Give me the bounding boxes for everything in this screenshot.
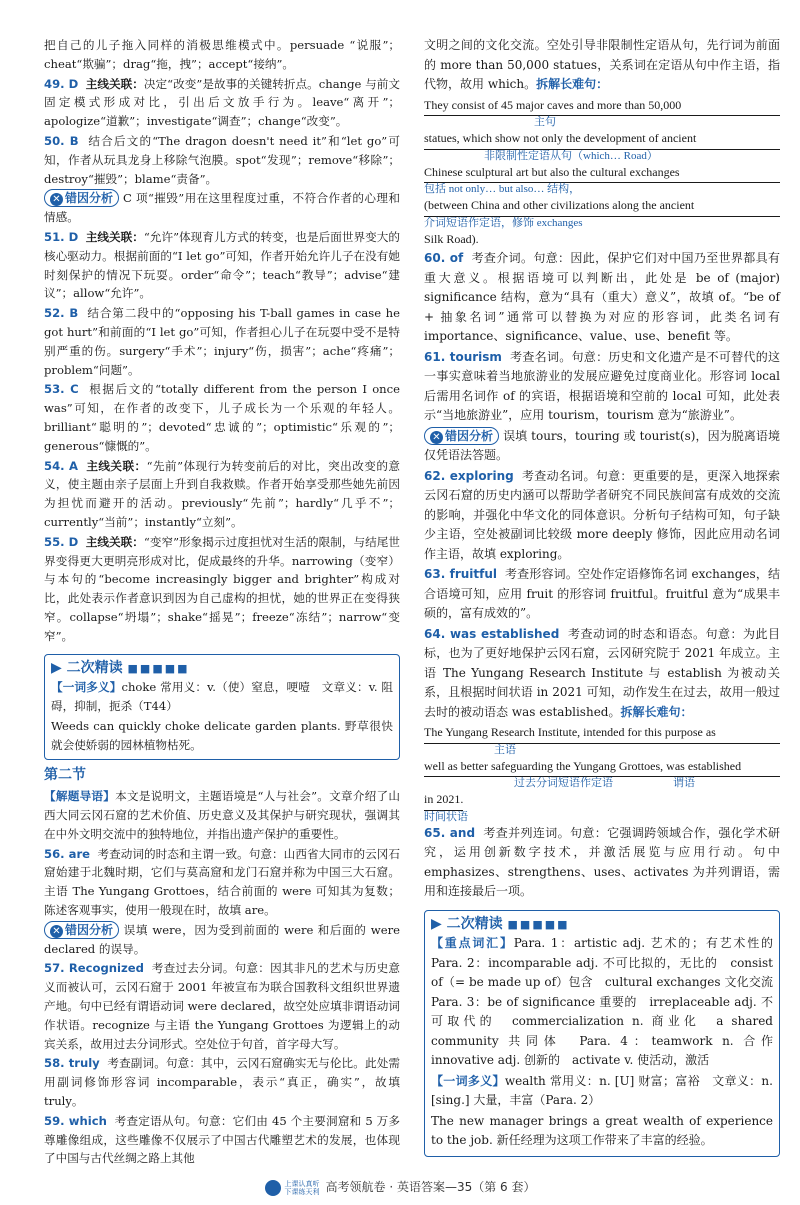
answer-explanation: 考查并列连词。句意：它强调跨领域合作，强化学术研究，运用创新数字技术，并激活展览与应用行动。句中 emphasizes、strengthens、uses、activates 为并列谓语，需用和连接最后一项。 <box>424 825 780 898</box>
polysemy-tag: 【一词多义】 <box>51 680 122 695</box>
error-analysis <box>424 427 780 466</box>
answer-number: 62. exploring <box>424 468 514 483</box>
dots-decoration: ■■■■■ <box>127 661 190 675</box>
answer-explanation: “先前”体现行为转变前后的对比，突出改变的意义，使主题由亲子层面上升到自我救赎。作者开始享受那些她先前因为担忧而避开的活动。previously“先前”；hardly“几乎不”；currently“当前”；instantly“立刻”。 <box>44 458 400 529</box>
answer-number: 64. was established <box>424 626 560 641</box>
answer-50 <box>44 132 400 188</box>
book-icon: ▶ <box>51 659 62 676</box>
answer-64 <box>424 625 780 723</box>
section-guide <box>44 787 400 843</box>
intro-paragraph: 把自己的儿子拖入同样的消极思维模式中。persuade “说服”；cheat“欺骗”；drag“拖，拽”；accept“接纳”。 <box>44 38 400 71</box>
sentence-annotation: 介词短语作定语，修饰 exchanges <box>424 216 583 229</box>
answer-58 <box>44 1054 400 1110</box>
answer-49 <box>44 75 400 131</box>
answer-explanation: 决定“改变”是故事的关键转折点。change 与前文固定模式形成对比，引出后文放手行为。leave“离开”；apologize“道歉”；investigate“调查”；change“改变”。 <box>44 76 400 129</box>
answer-explanation: 考查介词。句意：因此，保护它们对中国乃至世界都具有重大意义。根据语境可以判断出，此处是 be of (major) significance 结构，意为“具有（重大）意义”，故填 of。“be of + 抽象名词”通常可以替换为对应的形容词，此类名词有 importance、significance、value、use、benefit 等。 <box>424 251 780 343</box>
split-sentence-tag: 拆解长难句： <box>620 704 693 719</box>
answer-number: 57. Recognized <box>44 961 144 976</box>
answer-explanation: 考查动名词。句意：更重要的是，更深入地探索云冈石窟的历史内涵可以帮助学者研究不同民族间富有成效的交流的影响，并强化中华文化的同体意识。分析句子结构可知，句子缺少主语，空处被副词比较级 more deeply 修饰，因此应用动名词作主语，故填 exploring。 <box>424 468 780 561</box>
answer-number: 63. fruitful <box>424 567 498 581</box>
sentence-line: They consist of 45 major caves and more than 50,000 <box>424 96 780 117</box>
answer-56 <box>44 845 400 920</box>
answer-number: 60. of <box>424 251 464 265</box>
error-analysis-text: 误填 tours，touring 或 tourist(s)，因为脱离语境仅凭语法答题。 <box>424 428 780 462</box>
vocab-text: Para. 1：artistic adj. 艺术的；有艺术性的 Para. 2：incomparable adj. 不可比拟的，无比的 consist of（= be made up of）包含 cultural exchanges 文化交流 Para. 3：be of significance 重要的 irreplaceable adj. 不可取代的 commercialization n. 商业化 a shared community 共同体 Para. 4：teamwork n. 合作 innovative adj. 创新的 activate v. 使活动，激活 <box>431 936 786 1067</box>
book-icon: ▶ <box>431 915 442 932</box>
sentence-annotation: 非限制性定语从句（which… Road） <box>484 149 658 162</box>
main-line-tag: 主线关联： <box>85 76 144 91</box>
left-column <box>44 36 400 1169</box>
error-analysis-badge: ✕ 错因分析 <box>44 189 119 207</box>
sentence-annotation: 过去分词短语作定语 <box>514 777 613 789</box>
error-analysis-badge: ✕ 错因分析 <box>44 921 119 939</box>
answer-51 <box>44 228 400 303</box>
answer-number: 50. B <box>44 133 79 148</box>
footer-text: 高考领航卷 · 英语答案—35（第 6 套） <box>325 1180 536 1194</box>
answer-explanation: 考查副词。句意：其中，云冈石窟确实无与伦比。此处需用副词修饰形容词 incomparable，表示“真正，确实”，故填 truly。 <box>44 1056 400 1109</box>
guide-tag: 【解题导语】 <box>44 789 116 804</box>
split-sentence-tag: 拆解长难句： <box>536 77 609 91</box>
main-line-tag: 主线关联： <box>85 534 144 549</box>
vocab-tag: 【重点词汇】 <box>431 936 514 950</box>
answer-53 <box>44 380 400 455</box>
answer-number: 52. B <box>44 306 79 321</box>
polysemy-tag: 【一词多义】 <box>431 1073 505 1088</box>
error-analysis <box>44 921 400 959</box>
page-footer <box>0 1178 800 1196</box>
error-analysis-text: C 项“摧毁”用在这里程度过重，不符合作者的心理和情感。 <box>44 191 400 225</box>
answer-60 <box>424 249 780 347</box>
main-line-tag: 主线关联： <box>85 229 144 244</box>
answer-55 <box>44 533 400 646</box>
vocab-entry <box>431 934 786 1071</box>
error-analysis-badge: ✕ 错因分析 <box>424 427 499 445</box>
answer-number: 61. tourism <box>424 349 502 364</box>
polysemy-entry <box>431 1072 773 1111</box>
answer-explanation: 考查形容词。空处作定语修饰名词 exchanges，结合语境可知，应用 fruit 的形容词 fruitful。fruitful 意为“成果丰硕的，富有成效的”。 <box>424 567 780 620</box>
answer-explanation: 考查过去分词。句意：因其非凡的艺术与历史意义而被认可，云冈石窟于 2001 年被宣布为联合国教科文组织世界遗产地。句中已经有谓语动词 were declared，故空处应填非谓语动词作状语。recognize 与主语 the Yungang Grottoes 为逻辑上的动宾关系，故用过去分词形式。空处位于句首，首字母大写。 <box>44 961 401 1051</box>
sentence-annotation: 主语 <box>494 743 516 756</box>
answer-number: 55. D <box>44 534 79 549</box>
second-reading-box <box>424 910 786 1157</box>
answer-52 <box>44 304 400 379</box>
answer-explanation: 结合后文的“The dragon doesn't need it”和“let go”可知，作者从玩具龙身上移除气泡膜。spot“发现”；remove“移除”；destroy“摧毁”；blame“责备”。 <box>44 133 401 186</box>
answer-59-continued: 文明之间的文化交流。空处引导非限制性定语从句，先行词为前面的 more than 50,000 statues，关系词在定语从句中作主语，指代物，故用 which。拆解长难句： <box>424 38 780 91</box>
answer-explanation: 根据后文的“totally different from the person I once was”可知，在作者的改变下，儿子成长为一个乐观的年轻人。brilliant“聪明的”；devoted“忠诚的”；optimistic“乐观的”；generous“慷慨的”。 <box>44 382 400 453</box>
sentence-annotation: 时间状语 <box>424 810 468 823</box>
polysemy-text: wealth 常用义：n. [U] 财富；富裕 文章义：n. [sing.] 大量，丰富（Para. 2） <box>431 1073 773 1107</box>
sentence-line: in 2021. <box>424 790 463 811</box>
sentence-breakdown-64 <box>424 723 780 824</box>
sentence-line: Chinese sculptural art but also the cultural exchanges <box>424 163 780 184</box>
sentence-annotation: 谓语 <box>673 777 695 789</box>
guide-text: 本文是说明文，主题语境是“人与社会”。文章介绍了山西大同云冈石窟的艺术价值、历史意义及其保护与研究现状，强调其在中外文明交流中的独特地位，并指出遗产保护的重要性。 <box>44 789 400 841</box>
answer-explanation: 考查动词的时态和主谓一致。句意：山西省大同市的云冈石窟始建于北魏时期，它们与莫高窟和龙门石窟并称为中国三大石窟。主语 The Yungang Grottoes，结合前面的 were 可知其为复数；陈述客观事实，使用一般现在时，故填 are。 <box>44 846 400 918</box>
sentence-annotation: 主句 <box>534 116 556 128</box>
x-icon: ✕ <box>50 193 63 206</box>
box-title: ▶ 二次精读 ■■■■■ <box>51 659 190 676</box>
sentence-breakdown-59 <box>424 96 780 250</box>
answer-number: 58. truly <box>44 1056 100 1071</box>
answer-explanation: “允许”体现育儿方式的转变，也是后面世界变大的核心驱动力。根据前面的“I let go”可知，作者开始允许儿子在没有她时刻保护的情况下玩耍。order“命令”；teach“教导”；advise“建议”；allow“允许”。 <box>44 229 400 301</box>
sentence-line: (between China and other civilizations along the ancient <box>424 196 780 217</box>
x-icon: ✕ <box>430 431 443 444</box>
x-icon: ✕ <box>50 925 63 938</box>
brand-slogan: 上课认真听 下课练天利 <box>284 1179 320 1196</box>
polysemy-example: Weeds can quickly choke delicate garden plants. 野草很快就会使娇弱的园林植物枯死。 <box>51 718 393 752</box>
answer-57 <box>44 959 400 1053</box>
polysemy-text: choke 常用义：v.（使）窒息，哽噎 文章义：v. 阻碍，抑制，扼杀（T44） <box>51 680 393 714</box>
right-column <box>424 36 786 1163</box>
sentence-line: Silk Road). <box>424 231 479 246</box>
error-analysis <box>44 189 400 227</box>
answer-54 <box>44 457 400 532</box>
answer-number: 51. D <box>44 229 79 244</box>
answer-number: 54. A <box>44 458 79 473</box>
answer-explanation: 考查定语从句。句意：它们由 45 个主要洞窟和 5 万多尊雕像组成，这些雕像不仅展示了中国古代雕塑艺术的发展，也体现了中国与古代丝绸之路上其他 <box>44 1113 401 1166</box>
brand-logo-icon <box>265 1180 281 1196</box>
answer-number: 56. are <box>44 846 91 861</box>
answer-number: 59. which <box>44 1113 107 1128</box>
answer-59 <box>44 1112 400 1168</box>
main-line-tag: 主线关联： <box>86 458 147 473</box>
sentence-line: well as better safeguarding the Yungang Grottoes, was established <box>424 757 780 778</box>
sentence-annotation: 包括 not only… but also… 结构， <box>424 183 581 195</box>
answer-63 <box>424 565 780 624</box>
second-reading-box <box>44 654 400 761</box>
answer-explanation: 结合第二段中的“opposing his T-ball games in case he got hurt”和前面的“I let go”可知，作者担心儿子在玩耍中受不是特别严重的伤。surgery“手术”；injury“伤，损害”；ache“疼痛”；problem“问题”。 <box>44 306 400 377</box>
answer-number: 65. and <box>424 825 476 840</box>
error-analysis-text: 误填 were，因为受到前面的 were 和后面的 were declared 的误导。 <box>44 922 400 956</box>
answer-explanation: 考查名词。句意：历史和文化遗产是不可替代的这一事实意味着当地旅游业的发展应避免过度商业化。形容词 local 后需用名词作 of 的宾语，根据语境和空前的 local 可知，此处表示“当地旅游业”，应用 tourism，tourism 意为“旅游业”。 <box>424 349 780 422</box>
answer-explanation: 考查动词的时态和语态。句意：为此目标，也为了更好地保护云冈石窟，云冈研究院于 2021 年成立。主语 The Yungang Research Institute 与 establish 为被动关系，且根据时间状语 in 2021 可知，动作发生在过去，故用一般过去时的被动语态 was established。 <box>424 626 780 719</box>
polysemy-entry <box>51 678 393 716</box>
polysemy-example: The new manager brings a great wealth of experience to the job. 新任经理为这项工作带来了丰富的经验。 <box>431 1113 773 1147</box>
sentence-annotation-row <box>424 777 780 790</box>
answer-65 <box>424 824 780 902</box>
answer-62 <box>424 467 780 565</box>
answer-number: 53. C <box>44 382 79 397</box>
box-title: ▶ 二次精读 ■■■■■ <box>431 915 570 932</box>
answer-61 <box>424 348 780 426</box>
section-heading: 第二节 <box>44 767 86 784</box>
sentence-line: statues, which show not only the development of ancient <box>424 129 780 150</box>
answer-number: 49. D <box>44 76 79 91</box>
sentence-line: The Yungang Research Institute, intended for this purpose as <box>424 723 780 744</box>
answer-explanation: “变窄”形象揭示过度担忧对生活的限制，与结尾世界变得更大更明亮形成对比，促成最终的升华。narrowing（变窄）与本句的“become increasingly bigger and brighter”构成对比，此处表示作者意识到因为自己虚构的担忧，她的世界正在变得狭窄。collapse“坍塌”；shake“摇晃”；freeze“冻结”；narrow“变窄”。 <box>44 534 400 643</box>
dots-decoration: ■■■■■ <box>507 917 570 931</box>
